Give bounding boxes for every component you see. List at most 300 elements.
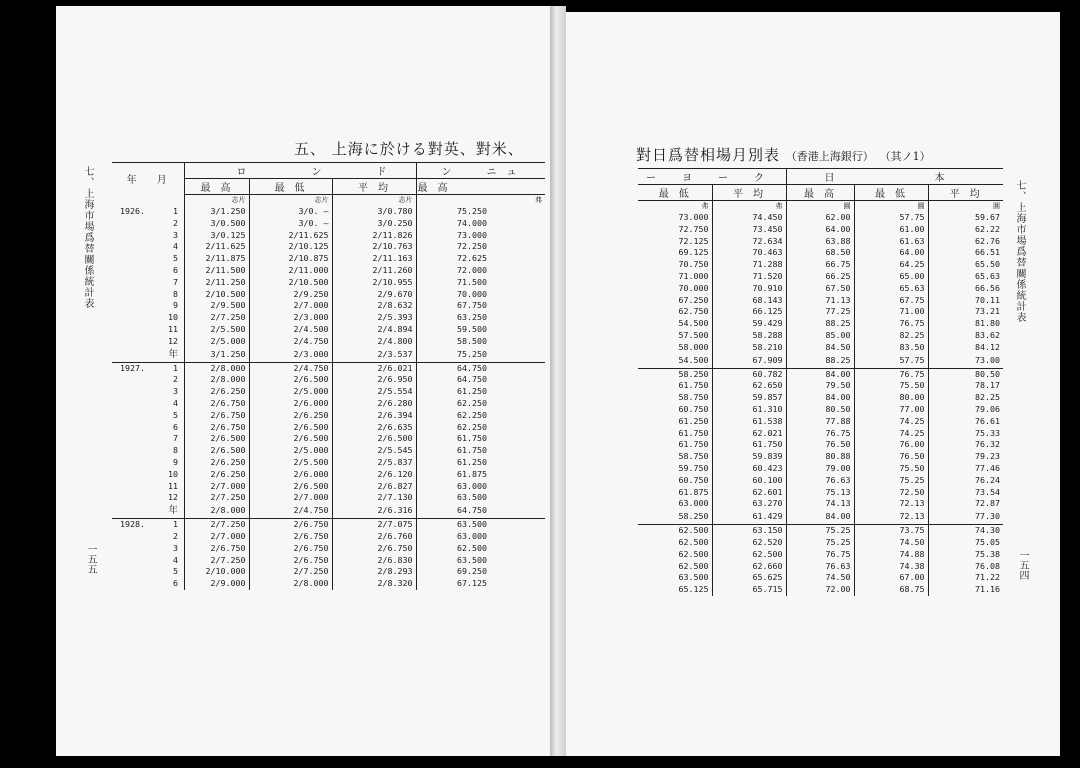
japan-avg-cell: 76.08	[928, 561, 1003, 573]
table-row	[112, 324, 545, 336]
left-page-title: 五、 上海に於ける對英、對米、	[294, 140, 524, 158]
london-high-cell: 2/7.000	[184, 531, 249, 543]
japan-high-cell: 84.50	[786, 342, 854, 354]
japan-avg-cell: 72.87	[928, 498, 1003, 510]
london-low-cell: 3/0. —	[249, 218, 332, 230]
japan-avg-cell: 81.80	[928, 318, 1003, 330]
japan-avg-cell: 59.67	[928, 212, 1003, 224]
london-high-cell: 2/11.625	[184, 241, 249, 253]
newyork-avg-cell: 66.125	[712, 306, 786, 318]
japan-avg-cell: 71.22	[928, 572, 1003, 584]
year-month-cell	[112, 289, 184, 301]
london-avg-cell: 2/5.545	[332, 445, 416, 457]
year-month-cell	[112, 531, 184, 543]
year-month-cell	[112, 469, 184, 481]
month-label: 6	[173, 421, 178, 432]
london-avg-cell: 2/5.837	[332, 457, 416, 469]
london-high-cell: 2/8.000	[184, 362, 249, 374]
newyork-high-cell: 74.000	[416, 218, 490, 230]
newyork-high-cell: 72.000	[416, 265, 490, 277]
table-row	[112, 555, 545, 567]
japan-low-cell: 74.50	[854, 537, 928, 549]
japan-high-cell: 88.25	[786, 354, 854, 369]
newyork-avg-cell: 65.625	[712, 572, 786, 584]
year-total-row	[638, 510, 1003, 525]
newyork-avg-cell: 62.021	[712, 428, 786, 440]
month-label: 7	[173, 433, 178, 444]
newyork-avg-cell: 62.660	[712, 561, 786, 573]
japan-char: 日	[824, 173, 835, 184]
month-label: 9	[173, 456, 178, 467]
london-high-cell: 2/6.500	[184, 445, 249, 457]
right-title-bank: （香港上海銀行）	[785, 150, 874, 163]
table-row	[112, 566, 545, 578]
cut-cell	[490, 362, 545, 374]
unit-cell: 志片	[249, 195, 332, 207]
year-label: 1927.	[120, 362, 145, 373]
london-high-cell: 2/11.500	[184, 265, 249, 277]
table-row	[638, 380, 1003, 392]
japan-low-cell: 75.25	[854, 475, 928, 487]
london-avg-cell: 2/8.632	[332, 300, 416, 312]
london-avg-cell: 3/0.250	[332, 218, 416, 230]
month-label: 11	[168, 480, 178, 491]
london-low-cell: 2/6.500	[249, 374, 332, 386]
table-row	[638, 224, 1003, 236]
month-label: 9	[173, 300, 178, 311]
year-month-cell	[112, 362, 184, 374]
month-label: 11	[168, 323, 178, 334]
table-row	[638, 537, 1003, 549]
london-high-cell: 2/6.750	[184, 543, 249, 555]
month-label: 6	[173, 264, 178, 275]
london-char: ン	[311, 167, 322, 178]
london-low-cell: 2/7.250	[249, 566, 332, 578]
month-label: 1	[173, 519, 178, 530]
japan-high-cell: 84.00	[786, 392, 854, 404]
table-row	[112, 218, 545, 230]
london-avg-cell: 2/6.021	[332, 362, 416, 374]
japan-low-cell: 82.25	[854, 330, 928, 342]
newyork-high-cell: 64.750	[416, 374, 490, 386]
book-spine	[550, 6, 566, 756]
month-label: 2	[173, 217, 178, 228]
japan-low-cell: 75.50	[854, 380, 928, 392]
london-low-cell: 2/11.000	[249, 265, 332, 277]
left-side-label: 七、上海市場爲替關係統計表	[82, 166, 93, 309]
table-row	[112, 300, 545, 312]
newyork-avg-cell: 58.210	[712, 342, 786, 354]
year-month-header: 年 月	[112, 163, 184, 195]
newyork-avg-cell: 61.538	[712, 416, 786, 428]
table-row	[638, 475, 1003, 487]
japan-low-cell: 64.00	[854, 247, 928, 259]
london-low-cell: 2/9.250	[249, 289, 332, 301]
cut-cell	[490, 324, 545, 336]
year-month-cell	[112, 277, 184, 289]
newyork-avg-cell: 62.650	[712, 380, 786, 392]
japan-high-header: 最 高	[786, 185, 854, 201]
japan-low-cell: 57.75	[854, 354, 928, 369]
london-char: ン	[441, 167, 452, 178]
newyork-char: ク	[754, 173, 764, 184]
london-high-cell: 3/1.250	[184, 206, 249, 218]
london-high-cell: 2/9.500	[184, 300, 249, 312]
japan-low-cell: 61.00	[854, 224, 928, 236]
newyork-avg-cell: 59.839	[712, 451, 786, 463]
london-low-cell: 2/5.500	[249, 457, 332, 469]
left-rate-table	[112, 162, 545, 590]
table-row	[638, 451, 1003, 463]
london-high-cell: 2/8.000	[184, 504, 249, 519]
japan-low-cell: 73.75	[854, 525, 928, 537]
newyork-high-cell: 72.250	[416, 241, 490, 253]
newyork-avg-cell: 62.601	[712, 487, 786, 499]
month-label: 4	[173, 241, 178, 252]
london-avg-cell: 3/0.780	[332, 206, 416, 218]
newyork-low-cell: 60.750	[678, 474, 709, 485]
cut-cell	[490, 543, 545, 555]
table-row	[112, 241, 545, 253]
cut-cell	[490, 566, 545, 578]
newyork-avg-cell: 61.750	[712, 439, 786, 451]
table-row	[112, 543, 545, 555]
london-low-cell: 2/6.000	[249, 398, 332, 410]
table-row	[638, 525, 1003, 537]
japan-low-cell: 80.00	[854, 392, 928, 404]
japan-avg-cell: 65.63	[928, 271, 1003, 283]
japan-high-cell: 66.75	[786, 259, 854, 271]
right-side-label: 七、上海市場爲替關係統計表	[1014, 180, 1025, 323]
london-avg-cell: 2/9.670	[332, 289, 416, 301]
month-label: 1	[173, 362, 178, 373]
london-low-cell: 2/4.750	[249, 336, 332, 348]
london-avg-cell: 2/11.260	[332, 265, 416, 277]
london-low-cell: 2/6.750	[249, 531, 332, 543]
newyork-high-cell: 75.250	[416, 348, 490, 363]
newyork-high-cell: 62.250	[416, 398, 490, 410]
month-label: 年	[168, 505, 178, 517]
month-label: 3	[173, 542, 178, 553]
table-row	[112, 362, 545, 374]
london-low-cell: 2/6.250	[249, 410, 332, 422]
newyork-low-cell: 69.125	[678, 247, 709, 258]
newyork-char: ニ	[486, 167, 497, 178]
newyork-avg-cell: 62.520	[712, 537, 786, 549]
japan-high-cell: 75.13	[786, 487, 854, 499]
year-label: 1926.	[120, 206, 145, 216]
table-row	[112, 578, 545, 590]
table-row	[112, 374, 545, 386]
japan-low-cell: 76.00	[854, 439, 928, 451]
japan-avg-cell: 76.61	[928, 416, 1003, 428]
japan-high-cell: 63.88	[786, 236, 854, 248]
japan-avg-cell: 76.32	[928, 439, 1003, 451]
unit-cell: 圓	[786, 201, 854, 213]
london-low-cell: 2/10.125	[249, 241, 332, 253]
london-avg-cell: 2/7.075	[332, 519, 416, 531]
newyork-high-cell: 67.750	[416, 300, 490, 312]
cut-cell	[490, 433, 545, 445]
table-row	[638, 487, 1003, 499]
month-label: 5	[173, 253, 178, 264]
cut-cell	[490, 578, 545, 590]
london-low-cell: 2/4.750	[249, 504, 332, 519]
japan-high-cell: 77.25	[786, 306, 854, 318]
year-month-cell	[112, 241, 184, 253]
japan-avg-cell: 82.25	[928, 392, 1003, 404]
japan-avg-cell: 75.05	[928, 537, 1003, 549]
london-avg-cell: 2/6.950	[332, 374, 416, 386]
london-avg-cell: 2/6.394	[332, 410, 416, 422]
year-month-cell	[112, 566, 184, 578]
japan-high-cell: 72.00	[786, 584, 854, 596]
japan-low-cell: 65.63	[854, 283, 928, 295]
cut-cell	[490, 457, 545, 469]
japan-avg-cell: 83.62	[928, 330, 1003, 342]
london-low-cell: 2/4.750	[249, 362, 332, 374]
japan-low-cell: 72.13	[854, 510, 928, 525]
london-avg-cell: 2/6.830	[332, 555, 416, 567]
table-row	[638, 318, 1003, 330]
month-label: 2	[173, 530, 178, 541]
table-row	[112, 398, 545, 410]
japan-avg-cell: 73.00	[928, 354, 1003, 369]
london-high-cell: 2/8.000	[184, 374, 249, 386]
year-month-cell	[112, 253, 184, 265]
london-high-cell: 2/6.500	[184, 433, 249, 445]
cut-cell	[490, 374, 545, 386]
london-high-cell: 2/11.875	[184, 253, 249, 265]
cut-cell	[490, 241, 545, 253]
cut-cell	[490, 531, 545, 543]
table-row	[112, 206, 545, 218]
london-avg-cell: 2/5.393	[332, 312, 416, 324]
year-month-cell	[112, 578, 184, 590]
japan-avg-cell: 62.76	[928, 236, 1003, 248]
table-row	[112, 410, 545, 422]
newyork-low-cell: 58.000	[678, 341, 709, 352]
cut-cell	[490, 445, 545, 457]
newyork-high-cell: 63.000	[416, 531, 490, 543]
year-month-cell	[112, 410, 184, 422]
london-avg-cell: 2/8.293	[332, 566, 416, 578]
table-row	[112, 277, 545, 289]
newyork-avg-cell: 60.100	[712, 475, 786, 487]
japan-avg-cell: 65.50	[928, 259, 1003, 271]
table-row	[638, 259, 1003, 271]
japan-low-cell: 72.13	[854, 498, 928, 510]
month-label: 10	[168, 468, 178, 479]
newyork-low-cell: 67.250	[678, 294, 709, 305]
london-low-header: 最 低	[249, 179, 332, 195]
japan-avg-cell: 74.30	[928, 525, 1003, 537]
newyork-avg-cell: 60.423	[712, 463, 786, 475]
table-row	[638, 236, 1003, 248]
year-total-row	[112, 504, 545, 519]
japan-low-cell: 74.25	[854, 416, 928, 428]
newyork-low-cell: 62.500	[678, 536, 709, 547]
newyork-avg-cell: 59.857	[712, 392, 786, 404]
london-high-cell: 2/9.000	[184, 578, 249, 590]
japan-high-cell: 74.13	[786, 498, 854, 510]
year-month-cell	[112, 348, 184, 363]
year-month-cell	[112, 398, 184, 410]
table-row	[112, 519, 545, 531]
japan-low-cell: 68.75	[854, 584, 928, 596]
japan-high-cell: 74.50	[786, 572, 854, 584]
london-high-cell: 2/6.250	[184, 469, 249, 481]
unit-cell: 圓	[854, 201, 928, 213]
newyork-high-cell: 73.000	[416, 230, 490, 242]
newyork-avg-cell: 72.634	[712, 236, 786, 248]
year-total-row	[638, 354, 1003, 369]
year-month-cell	[112, 445, 184, 457]
london-high-cell: 2/6.750	[184, 410, 249, 422]
cut-cell	[490, 289, 545, 301]
cut-cell	[490, 312, 545, 324]
japan-low-cell: 67.75	[854, 295, 928, 307]
japan-low-cell: 67.00	[854, 572, 928, 584]
newyork-header-rest	[638, 169, 786, 185]
table-row	[638, 368, 1003, 380]
unit-row	[112, 195, 545, 207]
japan-low-cell: 83.50	[854, 342, 928, 354]
unit-cell: 弗	[712, 201, 786, 213]
japan-high-cell: 76.63	[786, 475, 854, 487]
month-label: 4	[173, 554, 178, 565]
newyork-high-cell: 63.500	[416, 492, 490, 504]
table-row	[112, 531, 545, 543]
japan-high-cell: 79.00	[786, 463, 854, 475]
newyork-high-cell: 63.500	[416, 519, 490, 531]
newyork-low-cell: 54.500	[678, 354, 709, 365]
table-row	[112, 336, 545, 348]
cut-cell	[490, 277, 545, 289]
newyork-avg-cell: 68.143	[712, 295, 786, 307]
year-month-cell	[112, 206, 184, 218]
japan-low-cell: 72.50	[854, 487, 928, 499]
london-low-cell: 3/0. —	[249, 206, 332, 218]
cut-cell	[490, 336, 545, 348]
japan-high-cell: 66.25	[786, 271, 854, 283]
year-month-cell	[112, 300, 184, 312]
table-row	[112, 312, 545, 324]
london-low-cell: 2/8.000	[249, 578, 332, 590]
london-high-cell: 2/10.000	[184, 566, 249, 578]
london-low-cell: 2/7.000	[249, 492, 332, 504]
london-high-cell: 2/5.000	[184, 336, 249, 348]
london-high-cell: 3/0.125	[184, 230, 249, 242]
cut-cell	[490, 422, 545, 434]
newyork-low-cell: 62.750	[678, 306, 709, 317]
table-row	[638, 404, 1003, 416]
year-month-cell	[112, 543, 184, 555]
month-label: 5	[173, 409, 178, 420]
newyork-low-cell: 58.750	[678, 451, 709, 462]
japan-avg-header: 平 均	[928, 185, 1003, 201]
newyork-low-cell: 54.500	[678, 318, 709, 329]
japan-high-cell: 68.50	[786, 247, 854, 259]
newyork-avg-cell: 67.909	[712, 354, 786, 369]
year-month-cell	[112, 504, 184, 519]
japan-low-cell: 74.25	[854, 428, 928, 440]
newyork-low-cell: 62.500	[678, 560, 709, 571]
london-avg-cell: 2/6.500	[332, 433, 416, 445]
newyork-avg-cell: 60.782	[712, 368, 786, 380]
london-avg-cell: 2/6.120	[332, 469, 416, 481]
newyork-low-cell: 73.000	[678, 212, 709, 222]
table-row	[638, 498, 1003, 510]
japan-high-cell: 85.00	[786, 330, 854, 342]
cut-cell	[490, 218, 545, 230]
newyork-high-cell: 62.250	[416, 422, 490, 434]
newyork-avg-cell: 71.288	[712, 259, 786, 271]
newyork-high-cell: 61.250	[416, 457, 490, 469]
newyork-low-cell: 57.500	[678, 329, 709, 340]
newyork-low-cell: 63.000	[678, 498, 709, 509]
newyork-high-header: 最 高	[416, 179, 545, 195]
newyork-char: ュ	[506, 167, 517, 178]
unit-cell: 志片	[332, 195, 416, 207]
table-row	[638, 247, 1003, 259]
unit-cell: 圓	[928, 201, 1003, 213]
newyork-avg-cell: 73.450	[712, 224, 786, 236]
newyork-high-cell: 63.500	[416, 555, 490, 567]
newyork-low-cell: 62.500	[678, 548, 709, 559]
year-label: 1928.	[120, 519, 145, 530]
japan-high-cell: 76.50	[786, 439, 854, 451]
newyork-avg-cell: 61.429	[712, 510, 786, 525]
japan-low-cell: 57.75	[854, 212, 928, 224]
unit-cell	[112, 195, 184, 207]
newyork-high-cell: 63.000	[416, 481, 490, 493]
london-high-cell: 2/7.250	[184, 492, 249, 504]
year-month-cell	[112, 519, 184, 531]
london-high-cell: 2/7.000	[184, 481, 249, 493]
london-high-cell: 2/5.500	[184, 324, 249, 336]
japan-low-cell: 74.38	[854, 561, 928, 573]
japan-high-cell: 84.00	[786, 510, 854, 525]
table-row	[638, 342, 1003, 354]
table-row	[638, 584, 1003, 596]
month-label: 4	[173, 397, 178, 408]
london-low-cell: 2/6.750	[249, 555, 332, 567]
newyork-low-cell: 58.250	[678, 511, 709, 522]
japan-avg-cell: 80.50	[928, 368, 1003, 380]
japan-high-cell: 79.50	[786, 380, 854, 392]
month-label: 年	[168, 348, 178, 360]
cut-cell	[490, 519, 545, 531]
japan-avg-cell: 66.56	[928, 283, 1003, 295]
month-label: 8	[173, 288, 178, 299]
london-avg-cell: 2/8.320	[332, 578, 416, 590]
right-title-part: （其ノ1）	[879, 150, 931, 163]
table-row	[638, 416, 1003, 428]
japan-low-cell: 77.00	[854, 404, 928, 416]
london-high-cell: 2/7.250	[184, 312, 249, 324]
newyork-low-cell: 61.750	[678, 427, 709, 438]
table-row	[638, 271, 1003, 283]
cut-cell	[490, 398, 545, 410]
japan-low-cell: 76.50	[854, 451, 928, 463]
year-month-cell	[112, 422, 184, 434]
london-avg-header: 平 均	[332, 179, 416, 195]
japan-avg-cell: 76.24	[928, 475, 1003, 487]
london-avg-cell: 2/7.130	[332, 492, 416, 504]
newyork-high-cell: 69.250	[416, 566, 490, 578]
london-high-cell: 3/0.500	[184, 218, 249, 230]
